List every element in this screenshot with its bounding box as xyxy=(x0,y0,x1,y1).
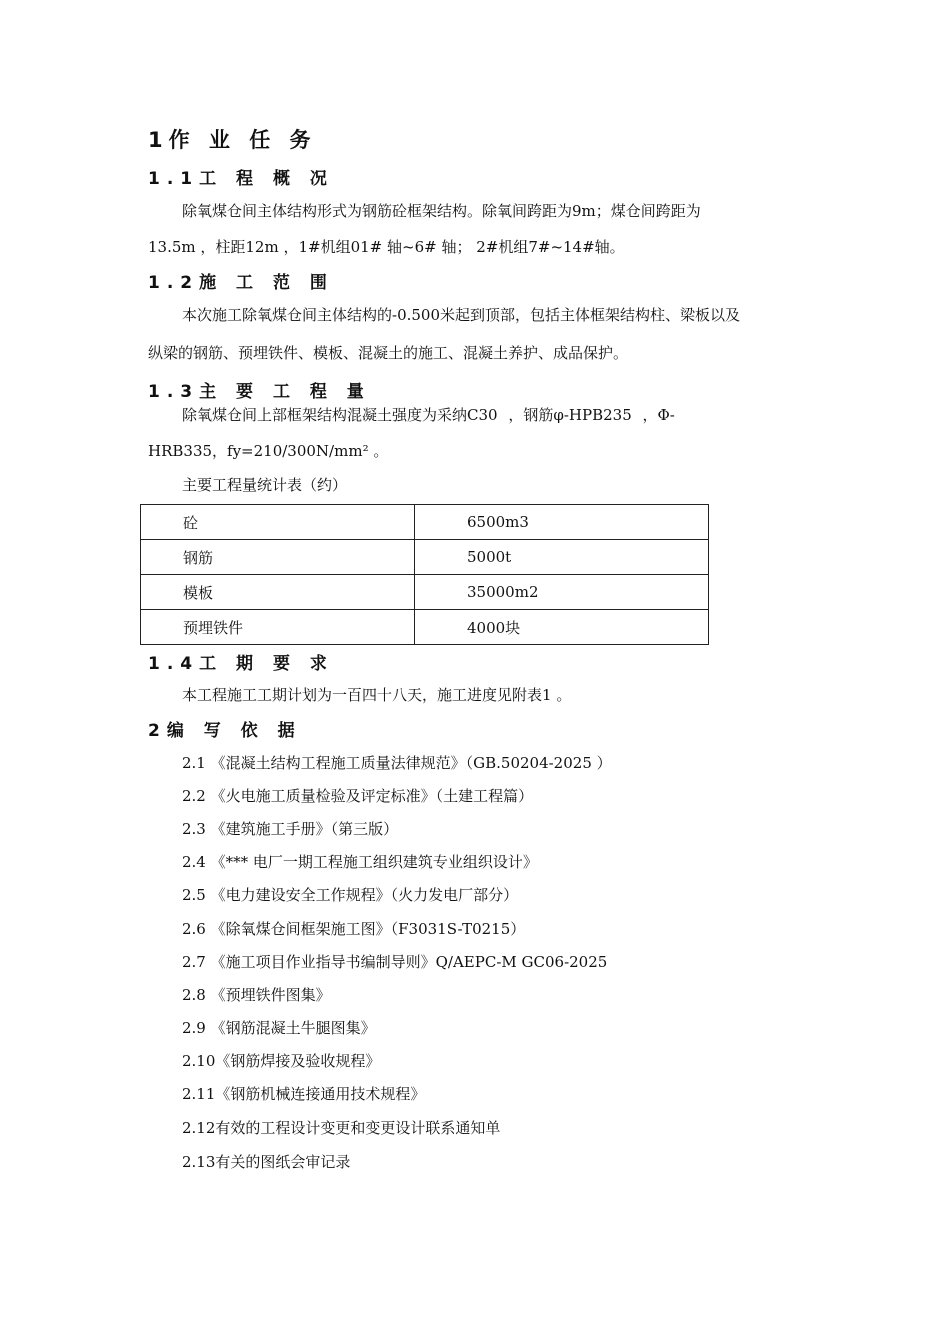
table-cell-qty: 4000块 xyxy=(415,610,709,645)
reference-item: 2.6 《除氧煤仓间框架施工图》（F3031S-T0215） xyxy=(182,920,526,938)
reference-item: 2.4 《*** 电厂一期工程施工组织建筑专业组织设计》 xyxy=(182,853,538,871)
reference-item: 2.10《钢筋焊接及验收规程》 xyxy=(182,1052,381,1070)
section-1-1-line-2: 13.5m ，柱距12m ，1#机组01# 轴~6# 轴； 2#机组7#~14#轴。 xyxy=(148,238,625,256)
reference-item: 2.12有效的工程设计变更和变更设计联系通知单 xyxy=(182,1119,501,1137)
reference-item: 2.7 《施工项目作业指导书编制导则》Q/AEPC-M GC06-2025 xyxy=(182,953,608,971)
reference-item: 2.2 《火电施工质量检验及评定标准》（土建工程篇） xyxy=(182,787,534,805)
table-cell-qty: 35000m2 xyxy=(415,575,709,610)
reference-item: 2.11《钢筋机械连接通用技术规程》 xyxy=(182,1085,426,1103)
table-caption: 主要工程量统计表（约） xyxy=(182,476,348,494)
table-cell-qty: 6500m3 xyxy=(415,505,709,540)
reference-item: 2.13有关的图纸会审记录 xyxy=(182,1153,351,1171)
reference-item: 2.9 《钢筋混凝土牛腿图集》 xyxy=(182,1019,376,1037)
table-cell-item: 钢筋 xyxy=(141,540,415,575)
table-cell-item: 预埋铁件 xyxy=(141,610,415,645)
table-cell-item: 模板 xyxy=(141,575,415,610)
section-1-2-line-2: 纵梁的钢筋、预埋铁件、模板、混凝土的施工、混凝土养护、成品保护。 xyxy=(148,344,629,362)
section-1-heading: 1作 业 任 务 xyxy=(148,128,317,152)
reference-item: 2.3 《建筑施工手册》（第三版） xyxy=(182,820,399,838)
table-row xyxy=(141,575,709,610)
reference-item: 2.1 《混凝土结构工程施工质量法律规范》（GB.50204-2025 ） xyxy=(182,754,612,772)
table-cell-item: 砼 xyxy=(141,505,415,540)
table-row xyxy=(141,505,709,540)
section-1-3-line-1: 除氧煤仓间上部框架结构混凝土强度为采纳C30 ，钢筋φ-HPB235 ，Φ- xyxy=(182,406,675,424)
section-1-3-heading: 1.3主 要 工 程 量 xyxy=(148,382,371,402)
section-1-2-heading: 1.2施 工 范 围 xyxy=(148,273,334,293)
table-row xyxy=(141,610,709,645)
section-2-heading: 2编 写 依 据 xyxy=(148,721,302,741)
reference-item: 2.8 《预埋铁件图集》 xyxy=(182,986,331,1004)
table-row xyxy=(141,540,709,575)
section-1-1-line-1: 除氧煤仓间主体结构形式为钢筋砼框架结构。除氧间跨距为9m；煤仓间跨距为 xyxy=(182,202,701,220)
section-1-3-line-2: HRB335，fy=210/300N/mm² 。 xyxy=(148,442,389,460)
table-cell-qty: 5000t xyxy=(415,540,709,575)
section-1-1-heading: 1.1工 程 概 况 xyxy=(148,169,334,189)
section-1-4-heading: 1.4工 期 要 求 xyxy=(148,654,334,674)
section-1-2-line-1: 本次施工除氧煤仓间主体结构的-0.500米起到顶部，包括主体框架结构柱、梁板以及 xyxy=(182,306,741,324)
reference-item: 2.5 《电力建设安全工作规程》（火力发电厂部分） xyxy=(182,886,519,904)
section-1-4-line-1: 本工程施工工期计划为一百四十八天，施工进度见附表1 。 xyxy=(182,686,572,704)
quantity-table xyxy=(140,504,709,645)
